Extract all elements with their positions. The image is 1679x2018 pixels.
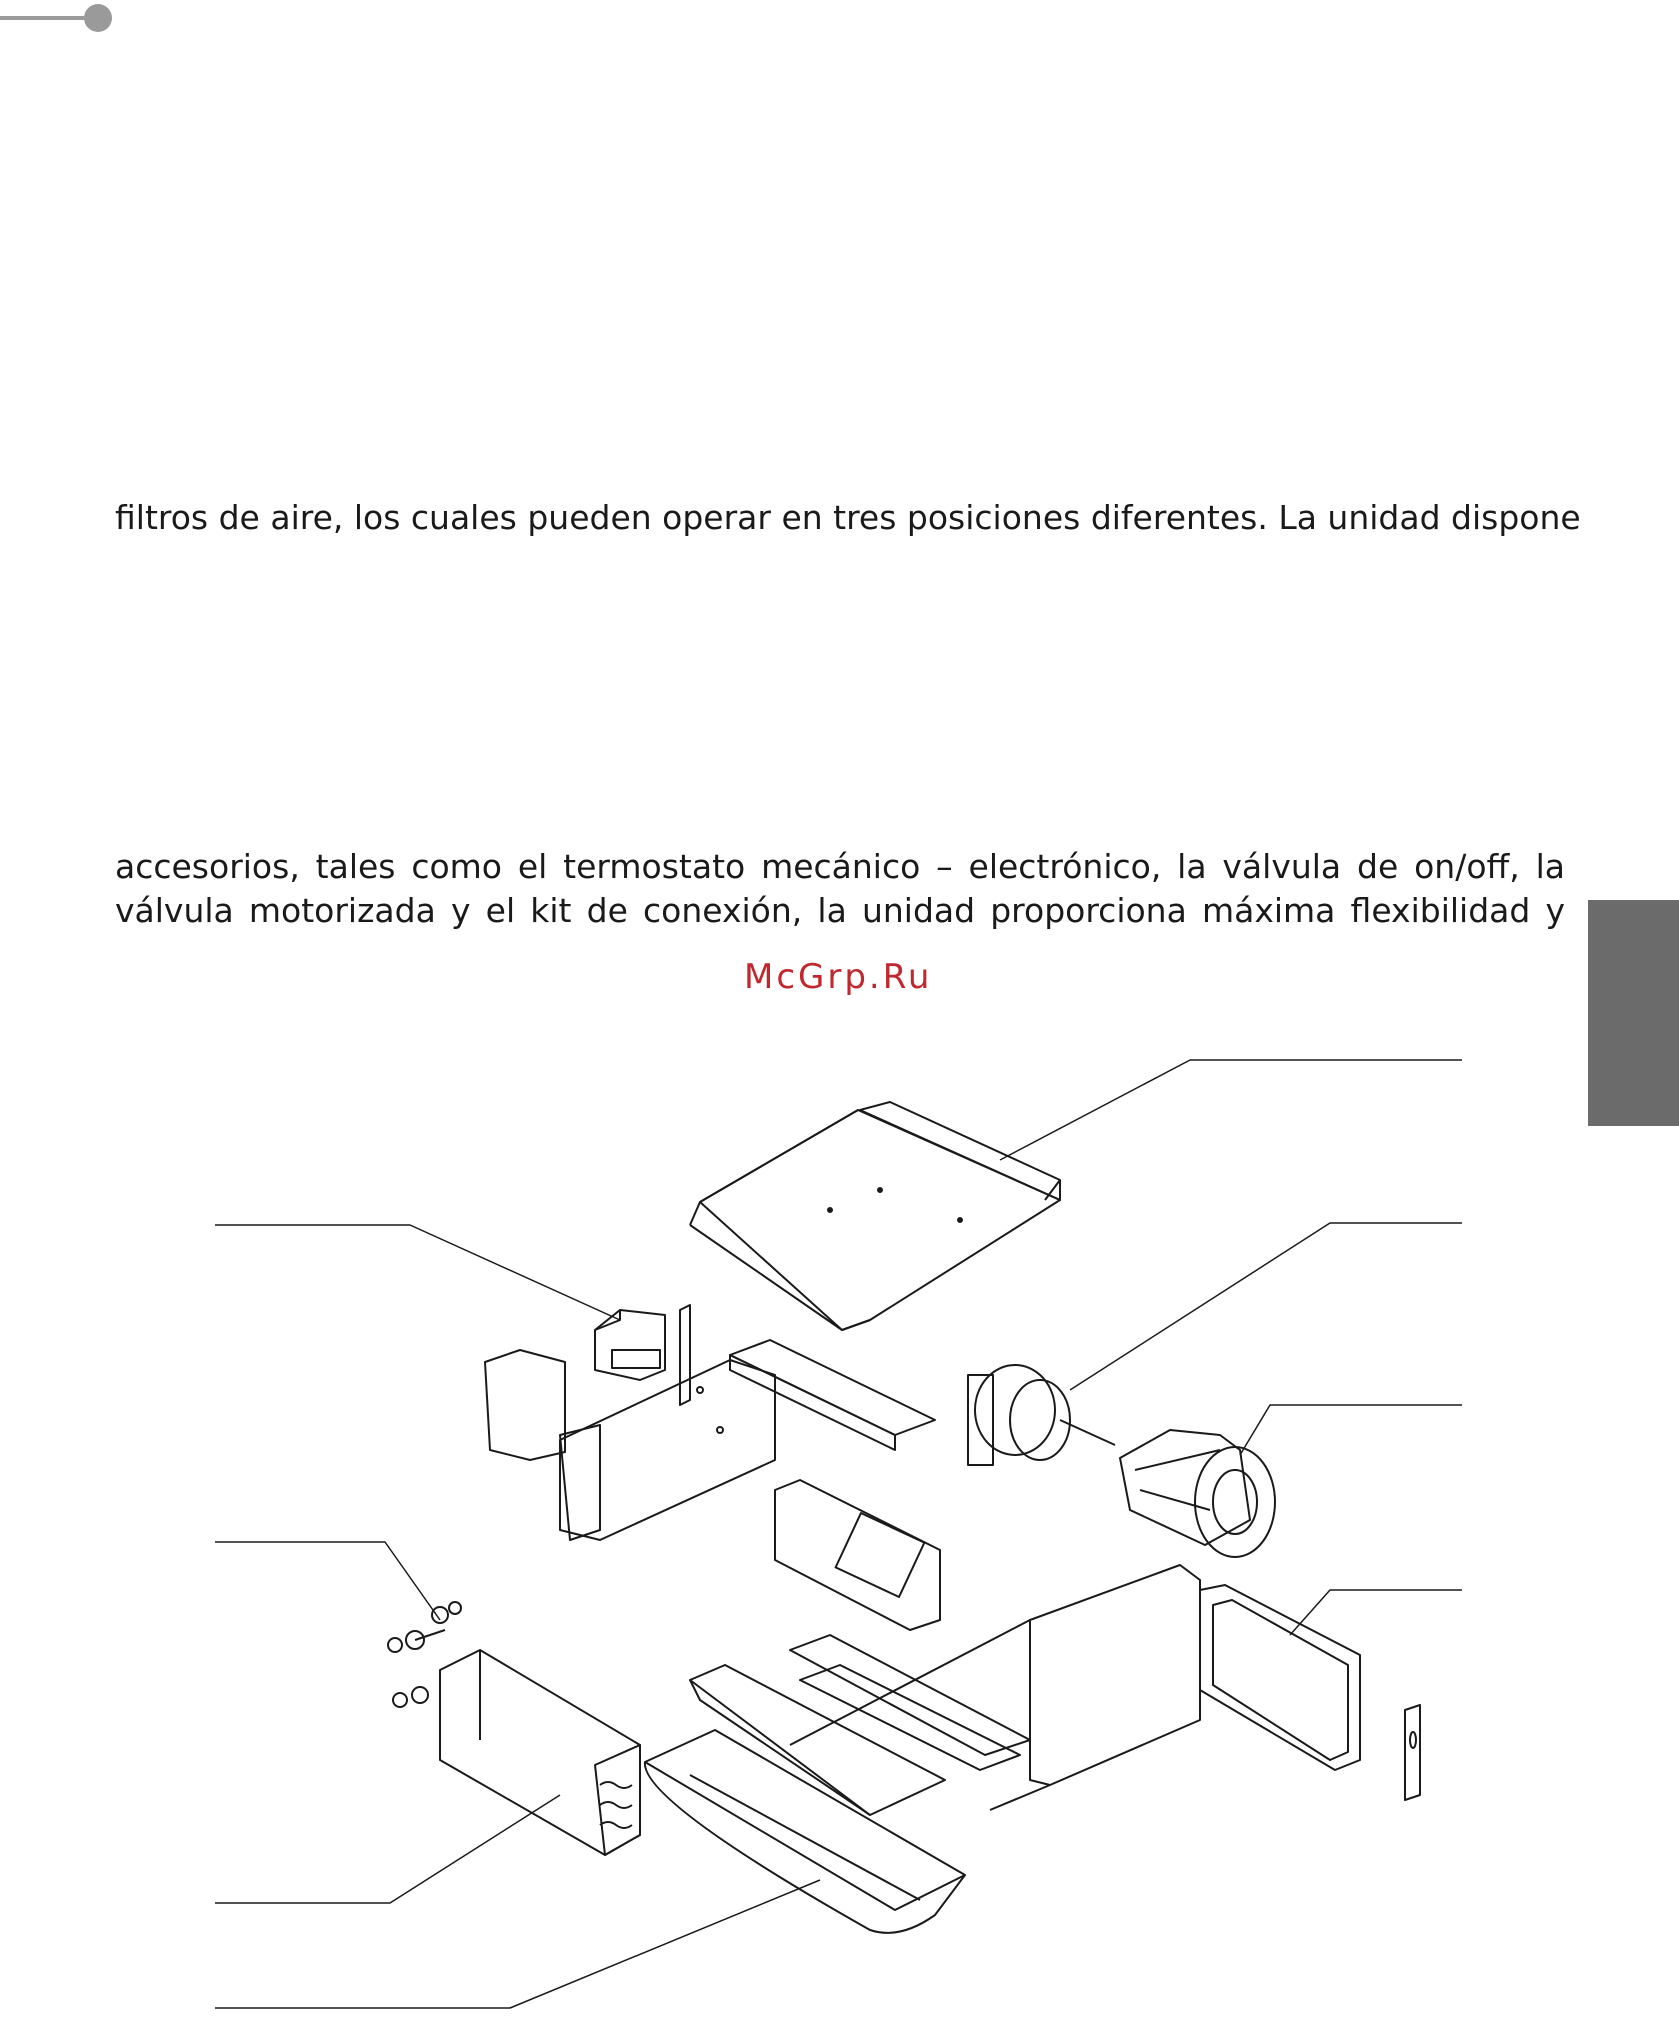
lower-shroud bbox=[690, 1665, 945, 1815]
paragraph-line-3: válvula motorizada y el kit de conexión, la unidad proporciona máxima flexibilidad y bbox=[115, 891, 1565, 930]
top-panel bbox=[690, 1102, 1060, 1330]
end-bracket bbox=[1405, 1705, 1420, 1800]
side-panel bbox=[790, 1565, 1200, 1810]
water-coil bbox=[440, 1650, 640, 1855]
header-rule bbox=[0, 16, 96, 20]
electrical-side-panel bbox=[485, 1305, 775, 1540]
paragraph-line-1: filtros de aire, los cuales pueden operar en tres posiciones diferentes. La unidad dispone bbox=[115, 498, 1581, 537]
filter-tray bbox=[790, 1635, 1030, 1770]
paragraph-line-2: accesorios, tales como el termostato mecánico – electrónico, la válvula de on/off, la bbox=[115, 847, 1565, 886]
header-dot bbox=[84, 4, 112, 32]
drain-pan bbox=[645, 1730, 965, 1933]
blower-fan bbox=[1120, 1430, 1275, 1557]
front-frame bbox=[775, 1480, 940, 1630]
air-filter bbox=[1200, 1585, 1360, 1770]
watermark: McGrp.Ru bbox=[744, 957, 933, 997]
exploded-diagram bbox=[0, 1040, 1679, 2018]
leader-lines bbox=[215, 1060, 1462, 2008]
control-box bbox=[595, 1310, 665, 1380]
fan-motor bbox=[968, 1365, 1115, 1465]
center-plate bbox=[730, 1340, 935, 1450]
valve-set bbox=[388, 1602, 461, 1707]
paragraph-2 bbox=[115, 845, 1565, 933]
